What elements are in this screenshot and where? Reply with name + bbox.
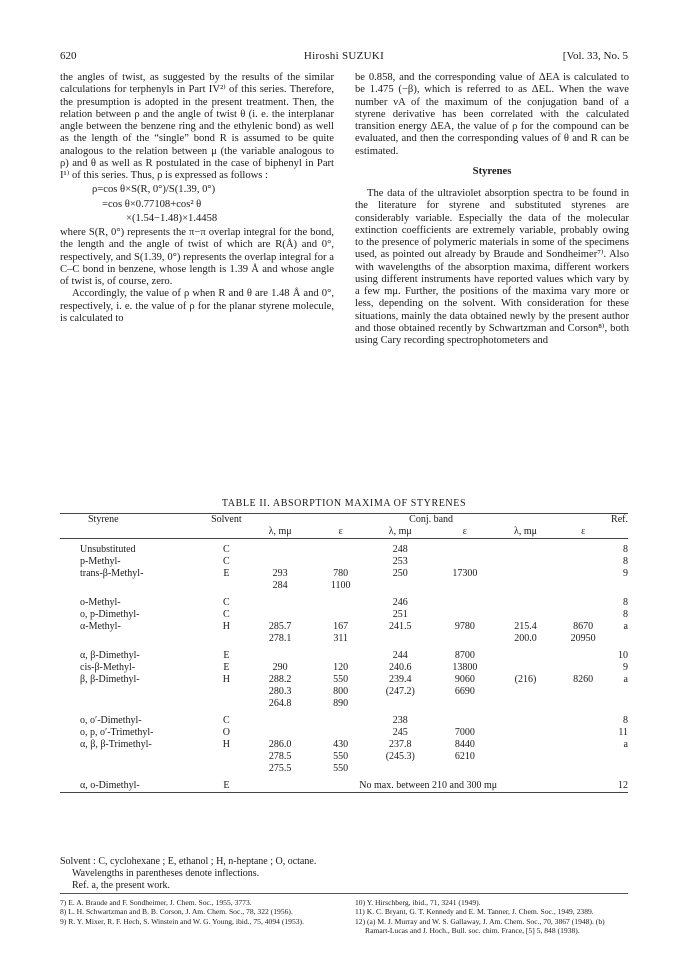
table-cell <box>434 633 496 645</box>
table-cell: α, β, β-Trimethyl- <box>80 739 152 750</box>
table-cell: 8 <box>623 556 628 567</box>
table-cell <box>555 698 611 710</box>
table-cell <box>555 556 611 568</box>
right-column <box>355 72 629 347</box>
table-row <box>60 751 628 763</box>
table-row <box>60 568 628 580</box>
table-row <box>60 544 628 556</box>
table-cell: 278.1 <box>268 633 292 644</box>
table-cell <box>496 662 556 674</box>
table-cell <box>367 633 435 645</box>
footnote: 8) L. H. Schwartzman and B. B. Corson, J. Am. Chem. Soc., 78, 322 (1956). <box>60 907 293 917</box>
table-cell: 1100 <box>330 580 351 591</box>
table-cell: 290 <box>272 662 288 673</box>
table-notes <box>60 856 628 892</box>
header-conj-band: Conj. band <box>409 514 454 525</box>
table-cell: β, β-Dimethyl- <box>80 674 140 685</box>
table-cell: p-Methyl- <box>80 556 121 567</box>
table-cell: 311 <box>333 633 348 644</box>
table-cell: 7000 <box>454 727 475 738</box>
table-cell <box>496 609 556 621</box>
header-styrene: Styrene <box>88 514 119 525</box>
table-row <box>60 650 628 662</box>
table-cell <box>207 580 245 592</box>
table-cell <box>496 597 556 609</box>
table-cell <box>434 556 496 568</box>
table-header-row <box>60 514 628 526</box>
table-cell <box>496 739 556 751</box>
footnotes-right <box>355 898 630 936</box>
table-cell: H <box>222 621 230 632</box>
table-cell: 248 <box>392 544 408 555</box>
table-note: Ref. a, the present work. <box>72 880 171 891</box>
table-cell <box>434 763 496 775</box>
table-cell <box>434 544 496 556</box>
table-cell: 245 <box>392 727 408 738</box>
table-cell <box>207 633 245 645</box>
table-row <box>60 715 628 727</box>
table-cell: E <box>223 568 230 579</box>
table-cell <box>496 727 556 739</box>
table-cell <box>434 609 496 621</box>
table-title: TABLE II. ABSORPTION MAXIMA OF STYRENES <box>221 498 467 509</box>
table-cell: 6690 <box>454 686 475 697</box>
footnote: 10) Y. Hirschberg, ibid., 71, 3241 (1949). <box>355 898 481 907</box>
table-cell: o, p, o′-Trimethyl- <box>80 727 154 738</box>
table-cell <box>315 544 367 556</box>
table-cell: E <box>223 650 230 661</box>
table-cell: 278.5 <box>268 751 292 762</box>
table-cell: 288.2 <box>268 674 292 685</box>
table-cell: 264.8 <box>268 698 292 709</box>
equation-line: ρ=cos θ×S(R, 0°)/S(1.39, 0°) <box>92 184 216 196</box>
paragraph: where S(R, 0°) represents the π−π overlap integral for the bond, the length and the angle of twist of which are R(Å) and 0°, respectively, and S(1.39, 0°) represents the overlap integral for a C–C bond in benzene, whose length is 1.39 Å and whose angle of twist is, of course, zero. <box>60 227 334 287</box>
table-cell: 253 <box>392 556 408 567</box>
equation-line: ×(1.54−1.48)×1.4458 <box>126 212 218 224</box>
table-cell: 280.3 <box>268 686 292 697</box>
table-cell <box>60 698 207 710</box>
page-number: 620 <box>60 50 77 62</box>
table-cell: H <box>222 674 230 685</box>
table-subheader-row <box>60 526 628 539</box>
table-cell: E <box>223 662 230 673</box>
paragraph: Accordingly, the value of ρ when R and θ are 1.48 Å and 0°, respectively, i. e. the value of ρ for the planar styrene molecule, is calculated to <box>60 288 334 324</box>
table-cell <box>245 727 315 739</box>
table-cell: 9060 <box>454 674 475 685</box>
table-cell: 215.4 <box>514 621 537 632</box>
table-cell <box>315 715 367 727</box>
table-cell: 241.5 <box>389 621 412 632</box>
table-cell: 800 <box>333 686 349 697</box>
table-cell: 167 <box>333 621 349 632</box>
table-cell <box>555 715 611 727</box>
header-lambda: λ, mμ <box>268 526 292 537</box>
table-cell: C <box>223 556 230 567</box>
table-row <box>60 662 628 674</box>
section-heading: Styrenes <box>472 165 512 177</box>
footnote-divider <box>60 893 628 894</box>
left-column <box>60 72 334 325</box>
table-cell <box>611 751 628 763</box>
table-cell: 780 <box>333 568 349 579</box>
table-row <box>60 763 628 775</box>
table-row <box>60 686 628 698</box>
volume-info: [Vol. 33, No. 5 <box>562 50 628 62</box>
table-cell <box>245 715 315 727</box>
table-row <box>60 674 628 686</box>
table-cell: 890 <box>333 698 349 709</box>
table-cell: C <box>223 715 230 726</box>
paragraph: be 0.858, and the corresponding value of ΔEA is calculated to be 1.475 (−β), which is referred to as ΔEL. When the wave number νA of the maximum of the conjugation band of a styrene derivative has been correlated with the calculated transition energy ΔEA, the value of ρ for the compound can be evaluated, and then the corresponding values of θ and R can be estimated. <box>355 72 629 157</box>
table-cell: (247.2) <box>385 686 415 697</box>
table-cell: 244 <box>392 650 408 661</box>
header-lambda: λ, mμ <box>514 526 537 537</box>
table-cell <box>245 556 315 568</box>
table-cell <box>555 580 611 592</box>
table-cell: 20950 <box>570 633 596 644</box>
table-cell <box>496 715 556 727</box>
table-cell: 238 <box>392 715 408 726</box>
table-cell <box>245 597 315 609</box>
table-cell <box>496 556 556 568</box>
table-cell: 13800 <box>452 662 478 673</box>
paragraph: The data of the ultraviolet absorption spectra to be found in the literature for styrene and substituted styrenes are considerably variable. Especially the data of the molecular extinction coefficients are extremely variable, probably owing to the presence of polymeric materials in some of the specimens used, as pointed out already by Braude and Sondheimer⁷⁾. Also with wavelengths of the absorption maxima, different workers using different instruments have reported values which vary by a few mμ. Further, the positions of the maxima vary more or less, depending on the solvent. With consideration for these situations, mainly the data obtained newly by the present author and those obtained recently by Schwartzman and Corson⁸⁾, both using Cary recording spectrophotometers and <box>355 188 629 346</box>
table-cell <box>245 650 315 662</box>
header-epsilon: ε <box>338 526 343 537</box>
table-cell <box>315 609 367 621</box>
table-cell <box>434 597 496 609</box>
table-cell: No max. between 210 and 300 mμ <box>359 780 498 791</box>
table-cell <box>207 686 245 698</box>
table-cell <box>60 751 207 763</box>
table-cell: E <box>223 780 230 791</box>
table-cell <box>315 597 367 609</box>
table-cell: 8 <box>623 544 628 555</box>
table-row <box>60 597 628 609</box>
table-cell: 240.6 <box>389 662 412 673</box>
table-cell <box>555 597 611 609</box>
table-cell <box>315 650 367 662</box>
table-cell: α-Methyl- <box>80 621 121 632</box>
table-cell <box>207 763 245 775</box>
table-cell: o-Methyl- <box>80 597 121 608</box>
footnote: 12) (a) M. J. Murray and W. S. Gallaway, J. Am. Chem. Soc., 70, 3867 (1948). (b) Ramart-Lucas and J. Hoch., Bull. soc. chim. France, [5] 5, 848 (1938). <box>355 916 605 936</box>
table-cell <box>207 751 245 763</box>
table-row-last <box>60 780 628 793</box>
table-cell: a <box>623 674 628 685</box>
header-lambda: λ, mμ <box>388 526 412 537</box>
table-cell: C <box>223 544 230 555</box>
table-cell: 8440 <box>454 739 475 750</box>
table-cell <box>555 544 611 556</box>
table-cell: o, p-Dimethyl- <box>80 609 140 620</box>
table-cell: 275.5 <box>268 763 292 774</box>
table-cell: trans-β-Methyl- <box>80 568 144 579</box>
table-cell <box>60 633 207 645</box>
table-cell <box>434 715 496 727</box>
table-cell <box>434 698 496 710</box>
table-cell: 9 <box>623 568 628 579</box>
table-cell: 246 <box>392 597 408 608</box>
equation-line: =cos θ×0.77108+cos² θ <box>102 198 202 210</box>
table-cell: 9780 <box>454 621 475 632</box>
table-cell <box>555 686 611 698</box>
table-cell: (216) <box>514 674 537 685</box>
table-cell: C <box>223 609 230 620</box>
table-cell <box>555 751 611 763</box>
table-cell: 239.4 <box>389 674 412 685</box>
table-cell: 286.0 <box>268 739 292 750</box>
table-cell <box>60 580 207 592</box>
table-row <box>60 633 628 645</box>
table-cell <box>555 662 611 674</box>
table-cell: 6210 <box>454 751 475 762</box>
table-cell: α, β-Dimethyl- <box>80 650 140 661</box>
table-cell: 285.7 <box>268 621 292 632</box>
table-cell: 12 <box>618 780 628 791</box>
table-cell <box>496 751 556 763</box>
table-cell: 8 <box>623 715 628 726</box>
table-row <box>60 556 628 568</box>
table-cell: 8700 <box>454 650 475 661</box>
footnote: 11) K. C. Bryant, G. T. Kennedy and E. M. Tanner, J. Chem. Soc., 1949, 2389. <box>355 907 594 917</box>
table-cell: 9 <box>623 662 628 673</box>
table-cell <box>496 568 556 580</box>
header-ref: Ref. <box>611 514 628 525</box>
table-cell: H <box>222 739 230 750</box>
table-cell <box>245 609 315 621</box>
table-cell: 8670 <box>573 621 594 632</box>
table-row <box>60 580 628 592</box>
table-cell <box>60 686 207 698</box>
table-cell <box>315 556 367 568</box>
table-cell: 8 <box>623 609 628 620</box>
table-cell: 430 <box>333 739 349 750</box>
footnotes-left <box>60 898 335 926</box>
running-author: Hiroshi SUZUKI <box>303 50 385 62</box>
table-cell <box>245 544 315 556</box>
table-row <box>60 698 628 710</box>
table-cell: a <box>623 621 628 632</box>
absorption-table <box>60 513 628 793</box>
table-cell <box>496 650 556 662</box>
header-solvent: Solvent <box>211 514 242 525</box>
table-row <box>60 609 628 621</box>
table-cell <box>555 650 611 662</box>
table-cell <box>555 727 611 739</box>
table-cell <box>611 633 628 645</box>
table-cell: Unsubstituted <box>80 544 136 555</box>
table-cell: 120 <box>333 662 349 673</box>
header-epsilon: ε <box>581 526 586 537</box>
footnote: 9) R. Y. Mixer, R. F. Hech, S. Winstein and W. G. Young, ibid., 75, 4094 (1953). <box>60 916 304 926</box>
table-cell: cis-β-Methyl- <box>80 662 136 673</box>
table-cell: 284 <box>272 580 288 591</box>
table-cell <box>496 544 556 556</box>
table-cell: C <box>223 597 230 608</box>
table-cell <box>555 763 611 775</box>
table-cell <box>315 727 367 739</box>
table-cell: 11 <box>618 727 628 738</box>
table-cell <box>555 568 611 580</box>
table-cell <box>496 686 556 698</box>
table-cell: a <box>623 739 628 750</box>
table-cell <box>434 580 496 592</box>
table-cell: 550 <box>333 751 349 762</box>
table-row <box>60 727 628 739</box>
table-cell: 550 <box>333 763 349 774</box>
table-cell <box>555 609 611 621</box>
table-cell: 250 <box>392 568 408 579</box>
table-cell <box>611 763 628 775</box>
table-cell: o, o′-Dimethyl- <box>80 715 142 726</box>
table-cell <box>496 763 556 775</box>
table-cell: α, o-Dimethyl- <box>80 780 140 791</box>
table-cell <box>207 698 245 710</box>
table-cell <box>367 698 435 710</box>
table-cell <box>611 686 628 698</box>
table-row <box>60 621 628 633</box>
table-cell <box>555 739 611 751</box>
table-cell: (245.3) <box>385 751 415 762</box>
header-epsilon: ε <box>462 526 467 537</box>
table-cell <box>60 763 207 775</box>
page-header <box>60 50 628 66</box>
table-cell: 10 <box>618 650 628 661</box>
table-cell <box>496 698 556 710</box>
table-cell <box>367 763 435 775</box>
table-cell: 8260 <box>573 674 594 685</box>
table-cell: 200.0 <box>514 633 537 644</box>
table-cell: 8 <box>623 597 628 608</box>
table-cell: 237.8 <box>389 739 412 750</box>
table-note: Solvent : C, cyclohexane ; E, ethanol ; H, n-heptane ; O, octane. <box>60 856 317 867</box>
table-cell: O <box>222 727 230 738</box>
table-cell <box>496 580 556 592</box>
table-cell: 17300 <box>452 568 478 579</box>
table-row <box>60 739 628 751</box>
paragraph: the angles of twist, as suggested by the results of the similar calculations for terphenyls in Part IV²⁾ of this series. Therefore, the presumption is adopted in the present treatment. Then, the relation between ρ and the angle of twist θ (i. e. the interplanar angle between the benzene ring and the ethylenic bond) as well as the length of the “single” bond R is assumed to be quite analogous to the relation between μ (the variable analogous to ρ) and θ as well as R postulated in the case of biphenyl in Part I¹⁾ of this series. Thus, ρ is expressed as follows : <box>60 72 334 181</box>
table-cell: 293 <box>272 568 288 579</box>
table-cell <box>611 580 628 592</box>
footnote: 7) E. A. Braude and F. Sondheimer, J. Chem. Soc., 1955, 3773. <box>60 898 252 907</box>
table-note: Wavelengths in parentheses denote inflections. <box>72 868 260 879</box>
table-cell <box>611 698 628 710</box>
table-cell <box>367 580 435 592</box>
table-cell: 550 <box>333 674 349 685</box>
table-cell: 251 <box>392 609 408 620</box>
